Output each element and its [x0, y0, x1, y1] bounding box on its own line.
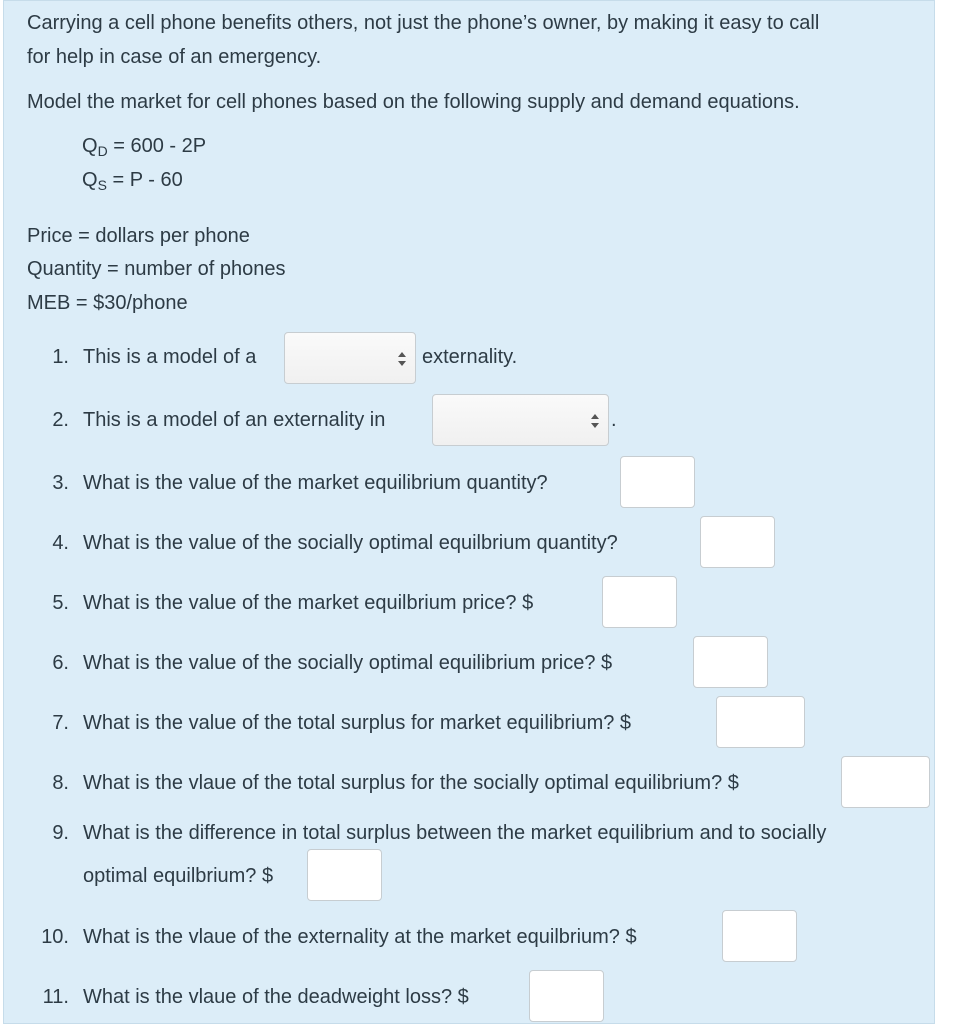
socially-optimal-price-input[interactable]	[693, 636, 768, 688]
market-total-surplus-input[interactable]	[716, 696, 805, 748]
updown-arrows-icon	[397, 349, 407, 369]
question-1-suffix: externality.	[422, 346, 518, 368]
externality-type-select[interactable]	[284, 332, 416, 384]
quantity-definition: Quantity = number of phones	[27, 258, 286, 280]
question-1-text: This is a model of a	[83, 346, 257, 368]
question-9-text-continued: optimal equilbrium? $	[83, 865, 274, 887]
demand-equation: $Q_D = 600 - 2P$	[82, 135, 207, 159]
intro-line-1: Carrying a cell phone benefits others, not just the phone’s owner, by making it easy to call	[27, 12, 820, 34]
deadweight-loss-input[interactable]	[529, 970, 604, 1022]
question-2-number: 2.	[52, 409, 69, 431]
intro-line-2: for help in case of an emergency.	[27, 46, 322, 68]
surplus-difference-input[interactable]	[307, 849, 382, 901]
socially-optimal-total-surplus-input[interactable]	[841, 756, 930, 808]
question-8-text: What is the vlaue of the total surplus for the socially optimal equilibrium? $	[83, 772, 739, 794]
updown-arrows-icon	[590, 411, 600, 431]
question-2-text: This is a model of an externality in	[83, 409, 386, 431]
question-7-text: What is the value of the total surplus for market equilibrium? $	[83, 712, 632, 734]
question-3-number: 3.	[52, 472, 69, 494]
question-3-text: What is the value of the market equilibrium quantity?	[83, 472, 548, 494]
question-10-number: 10.	[41, 926, 69, 948]
model-text: Model the market for cell phones based on the following supply and demand equations.	[27, 91, 800, 113]
question-8-number: 8.	[52, 772, 69, 794]
socially-optimal-quantity-input[interactable]	[700, 516, 775, 568]
question-1-number: 1.	[52, 346, 69, 368]
question-9-number: 9.	[52, 822, 69, 844]
question-6-number: 6.	[52, 652, 69, 674]
question-5-number: 5.	[52, 592, 69, 614]
question-panel	[3, 0, 935, 1024]
externality-side-select[interactable]	[432, 394, 609, 446]
question-10-text: What is the vlaue of the externality at the market equilbrium? $	[83, 926, 637, 948]
externality-value-input[interactable]	[722, 910, 797, 962]
market-equilibrium-quantity-input[interactable]	[620, 456, 695, 508]
question-9-text: What is the difference in total surplus between the market equilibrium and to socially	[83, 822, 827, 844]
question-6-text: What is the value of the socially optimal equilibrium price? $	[83, 652, 613, 674]
question-11-number: 11.	[42, 986, 69, 1008]
supply-equation: $Q_S = P - 60$	[82, 169, 183, 193]
price-definition: Price = dollars per phone	[27, 225, 250, 247]
question-5-text: What is the value of the market equilbrium price? $	[83, 592, 534, 614]
question-11-text: What is the vlaue of the deadweight loss? $	[83, 986, 469, 1008]
market-equilibrium-price-input[interactable]	[602, 576, 677, 628]
question-7-number: 7.	[52, 712, 69, 734]
question-4-number: 4.	[52, 532, 69, 554]
question-4-text: What is the value of the socially optimal equilbrium quantity?	[83, 532, 618, 554]
meb-definition: MEB = $30/phone	[27, 292, 188, 314]
question-2-suffix: .	[611, 409, 617, 431]
